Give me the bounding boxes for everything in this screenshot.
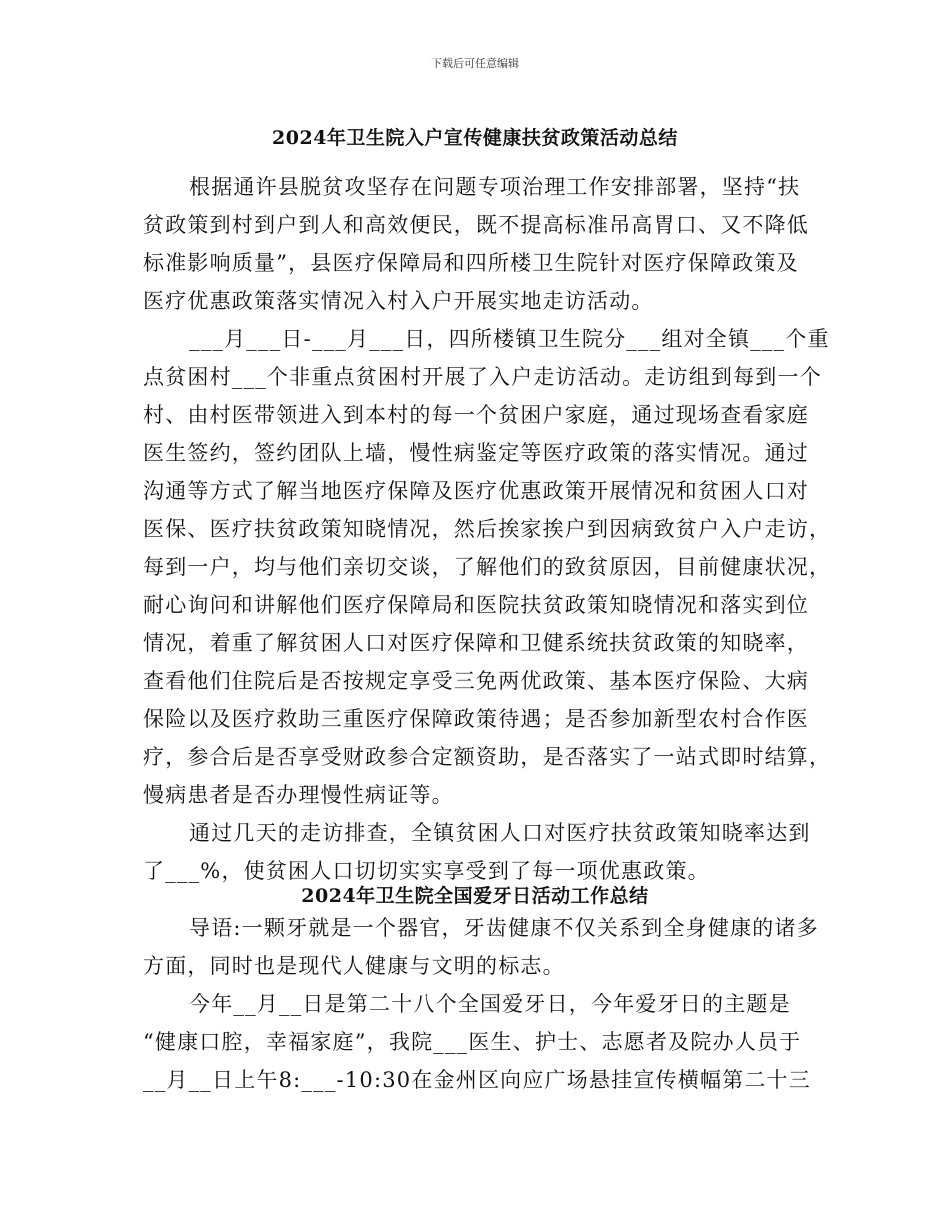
paragraph-line: “健康口腔，幸福家庭”，我院___医生、护士、志愿者及院办人员于 <box>143 1030 802 1054</box>
header-note: 下载后可任意编辑 <box>431 57 519 70</box>
paragraph-line: 每到一户，均与他们亲切交谈，了解他们的致贫原因，目前健康状况， <box>143 555 832 579</box>
paragraph-line: 查看他们住院后是否按规定享受三免两优政策、基本医疗保险、大病 <box>143 669 809 693</box>
paragraph-line: ___月___日-___月___日，四所楼镇卫生院分___组对全镇___个重 <box>189 327 830 351</box>
paragraph-line: 慢病患者是否办理慢性病证等。 <box>143 783 454 807</box>
paragraph-line: 疗，参合后是否享受财政参合定额资助，是否落实了一站式即时结算， <box>143 745 832 769</box>
paragraph-line: 情况，着重了解贫困人口对医疗保障和卫健系统扶贫政策的知晓率， <box>143 631 809 655</box>
paragraph-line: 今年__月__日是第二十八个全国爱牙日，今年爱牙日的主题是 <box>189 992 791 1016</box>
paragraph-line: 耐心询问和讲解他们医疗保障局和医院扶贫政策知晓情况和落实到位 <box>143 593 809 617</box>
paragraph-line: 点贫困村___个非重点贫困村开展了入户走访活动。走访组到每到一个 <box>143 365 822 389</box>
paragraph-line: 了___%，使贫困人口切切实实享受到了每一项优惠政策。 <box>143 859 710 883</box>
paragraph-line: 标准影响质量”，县医疗保障局和四所楼卫生院针对医疗保障政策及 <box>143 251 799 275</box>
document-title-1: 2024年卫生院入户宣传健康扶贫政策活动总结 <box>272 127 678 149</box>
paragraph-line: 医疗优惠政策落实情况入村入户开展实地走访活动。 <box>143 289 654 313</box>
paragraph-line: 导语:一颗牙就是一个器官，牙齿健康不仅关系到全身健康的诸多 <box>189 916 819 940</box>
paragraph-line: 沟通等方式了解当地医疗保障及医疗优惠政策开展情况和贫困人口对 <box>143 479 809 503</box>
paragraph-line: 根据通许县脱贫攻坚存在问题专项治理工作安排部署，坚持“扶 <box>189 175 801 199</box>
paragraph-line: 方面，同时也是现代人健康与文明的标志。 <box>143 954 565 978</box>
paragraph-line: 医保、医疗扶贫政策知晓情况，然后挨家挨户到因病致贫户入户走访， <box>143 517 832 541</box>
paragraph-line: 村、由村医带领进入到本村的每一个贫困户家庭，通过现场查看家庭 <box>143 403 809 427</box>
paragraph-line: __月__日上午8:___-10:30在金州区向应广场悬挂宣传横幅第二十三 <box>143 1068 811 1092</box>
paragraph-line: 贫政策到村到户到人和高效便民，既不提高标准吊高胃口、又不降低 <box>143 213 809 237</box>
paragraph-line: 保险以及医疗救助三重医疗保障政策待遇；是否参加新型农村合作医 <box>143 707 809 731</box>
document-title-2: 2024年卫生院全国爱牙日活动工作总结 <box>301 885 649 907</box>
paragraph-line: 通过几天的走访排查，全镇贫困人口对医疗扶贫政策知晓率达到 <box>189 821 811 845</box>
paragraph-line: 医生签约，签约团队上墙，慢性病鉴定等医疗政策的落实情况。通过 <box>143 441 809 465</box>
